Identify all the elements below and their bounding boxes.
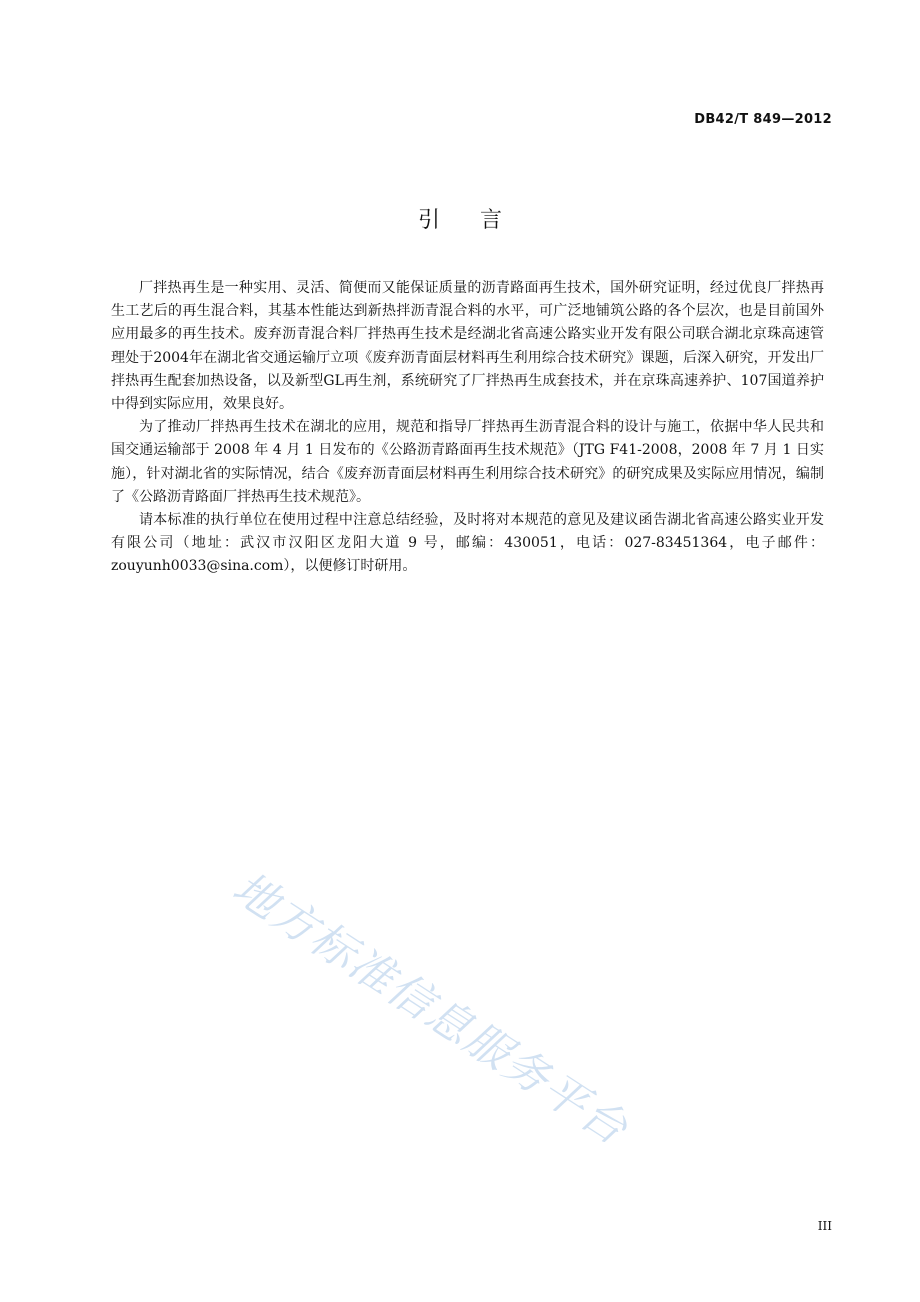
page-title: 引言 bbox=[417, 208, 542, 233]
paragraph-3: 请本标准的执行单位在使用过程中注意总结经验，及时将对本规范的意见及建议函告湖北省高速公路实业开发有限公司（地址：武汉市汉阳区龙阳大道 9 号，邮编：430051，电话：027-83451364，电子邮件：zouyunh0033@sina.com），以便修订时研用。 bbox=[111, 512, 824, 575]
paragraph-1: 厂拌热再生是一种实用、灵活、简便而又能保证质量的沥青路面再生技术，国外研究证明，经过优良厂拌热再生工艺后的再生混合料，其基本性能达到新热拌沥青混合料的水平，可广泛地铺筑公路的各个层次，也是目前国外应用最多的再生技术。废弃沥青混合料厂拌热再生技术是经湖北省高速公路实业开发有限公司联合湖北京珠高速管理处于2004年在湖北省交通运输厅立项《废弃沥青面层材料再生利用综合技术研究》课题，后深入研究，开发出厂拌热再生配套加热设备，以及新型GL再生剂，系统研究了厂拌热再生成套技术，并在京珠高速养护、107国道养护中得到实际应用，效果良好。 bbox=[111, 280, 824, 413]
document-code: DB42/T 849—2012 bbox=[694, 112, 832, 127]
paragraph-2: 为了推动厂拌热再生技术在湖北的应用，规范和指导厂拌热再生沥青混合料的设计与施工，依据中华人民共和国交通运输部于 2008 年 4 月 1 日发布的《公路沥青路面再生技术规范》（JTG F41-2008，2008 年 7 月 1 日实施），针对湖北省的实际情况，结合《废弃沥青面层材料再生利用综合技术研究》的研究成果及实际应用情况，编制了《公路沥青路面厂拌热再生技术规范》。 bbox=[111, 419, 824, 505]
body-text bbox=[111, 277, 824, 579]
watermark: 地方标准信息服务平台 bbox=[223, 862, 638, 1156]
page-number: III bbox=[817, 1219, 832, 1233]
